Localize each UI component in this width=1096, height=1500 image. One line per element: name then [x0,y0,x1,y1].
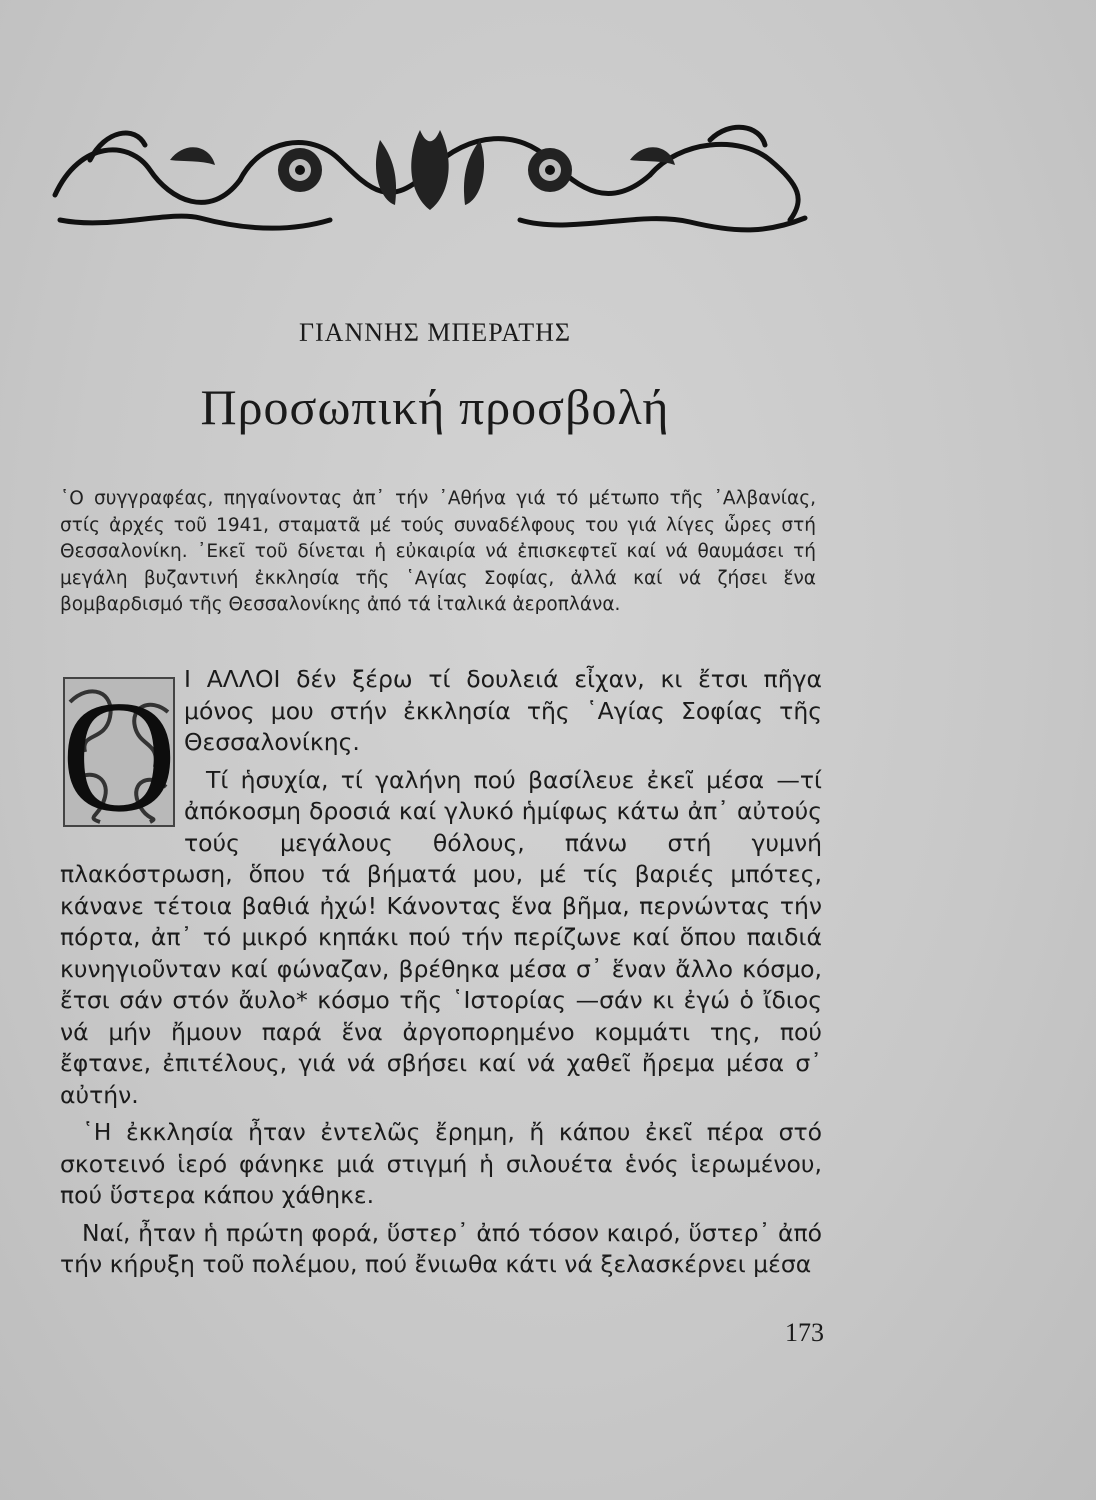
author-name: ΓΙΑΝΝΗΣ ΜΠΕΡΑΤΗΣ [298,318,571,347]
main-text [60,664,822,1281]
page-number: 173 [785,1318,824,1347]
intro-summary [60,486,816,619]
chapter-title: Προσωπική προσβολή [200,379,670,435]
paragraph-3: ῾Η ἐκκλησία ἦταν ἐντελῶς ἔρημη, ἤ κάπου ἐκεῖ πέρα στό σκοτεινό ἱερό φάνηκε μιά στιγμή ἡ σιλουέτα ἑνός ἱερωμένου, πού ὕστερα κάπου χάθηκε. [60,1118,822,1209]
drop-cap-letter: Ο [61,672,177,830]
paragraph-4: Ναί, ἦταν ἡ πρώτη φορά, ὕστερ᾿ ἀπό τόσον καιρό, ὕστερ᾿ ἀπό τήν κήρυξη τοῦ πολέμου, πού ἔνιωθα κάτι νά ξελασκέρνει μέσα [60,1218,822,1278]
paragraph-2: Τί ἡσυχία, τί γαλήνη πού βασίλευε ἐκεῖ μέσα —τί ἀπόκοσμη δροσιά καί γλυκό ἡμίφως κάτω ἀπ᾿ αὐτούς τούς μεγάλους θόλους, πάνω στή γυμνή πλακόστρωση, ὅπου τά βήματά μου, μέ τίς βαριές μπότες, κάνανε τέτοια βαθιά ἠχώ! Κάνοντας ἕνα βῆμα, περνώντας τήν πόρτα, ἀπ᾿ τό μικρό κηπάκι πού τήν περίζωνε καί ὅπου παιδιά κυνηγιοῦνταν καί φώναζαν, βρέθηκα μέσα σ᾿ ἕναν ἄλλο κόσμο, ἔτσι σάν στόν ἄυλο* κόσμο τῆς ῾Ιστορίας —σάν κι ἐγώ ὁ ἴδιος νά μήν ἤμουν παρά ἕνα ἀργοπορημένο κομμάτι της, πού ἔφτανε, ἐπιτέλους, γιά νά σβήσει καί νά χαθεῖ ἤρεμα μέσα σ᾿ αὐτήν. [60,765,822,1109]
ornamental-drop-cap-icon [60,672,178,830]
decorative-floral-headpiece [50,100,812,240]
intro-text: ῾Ο συγγραφέας, πηγαίνοντας ἀπ᾿ τήν ᾿Αθήνα γιά τό μέτωπο τῆς ᾿Αλβανίας, στίς ἀρχές τοῦ 1941, σταματᾶ μέ τούς συναδέλφους του γιά λίγες ὧρες στή Θεσσαλονίκη. ᾿Εκεῖ τοῦ δίνεται ἡ εὐκαιρία νά ἐπισκεφτεῖ καί νά θαυμάσει τή μεγάλη βυζαντινή ἐκκλησία τῆς ῾Αγίας Σοφίας, ἀλλά καί νά ζήσει ἕνα βομβαρδισμό τῆς Θεσσαλονίκης ἀπό τά ἰταλικά ἀεροπλάνα. [60,488,816,615]
paragraph-1: Ι ΑΛΛΟΙ δέν ξέρω τί δουλειά εἶχαν, κι ἔτσι πῆγα μόνος μου στήν ἐκκλησία τῆς ῾Αγίας Σοφίας τῆς Θεσσαλονίκης. [184,665,822,756]
